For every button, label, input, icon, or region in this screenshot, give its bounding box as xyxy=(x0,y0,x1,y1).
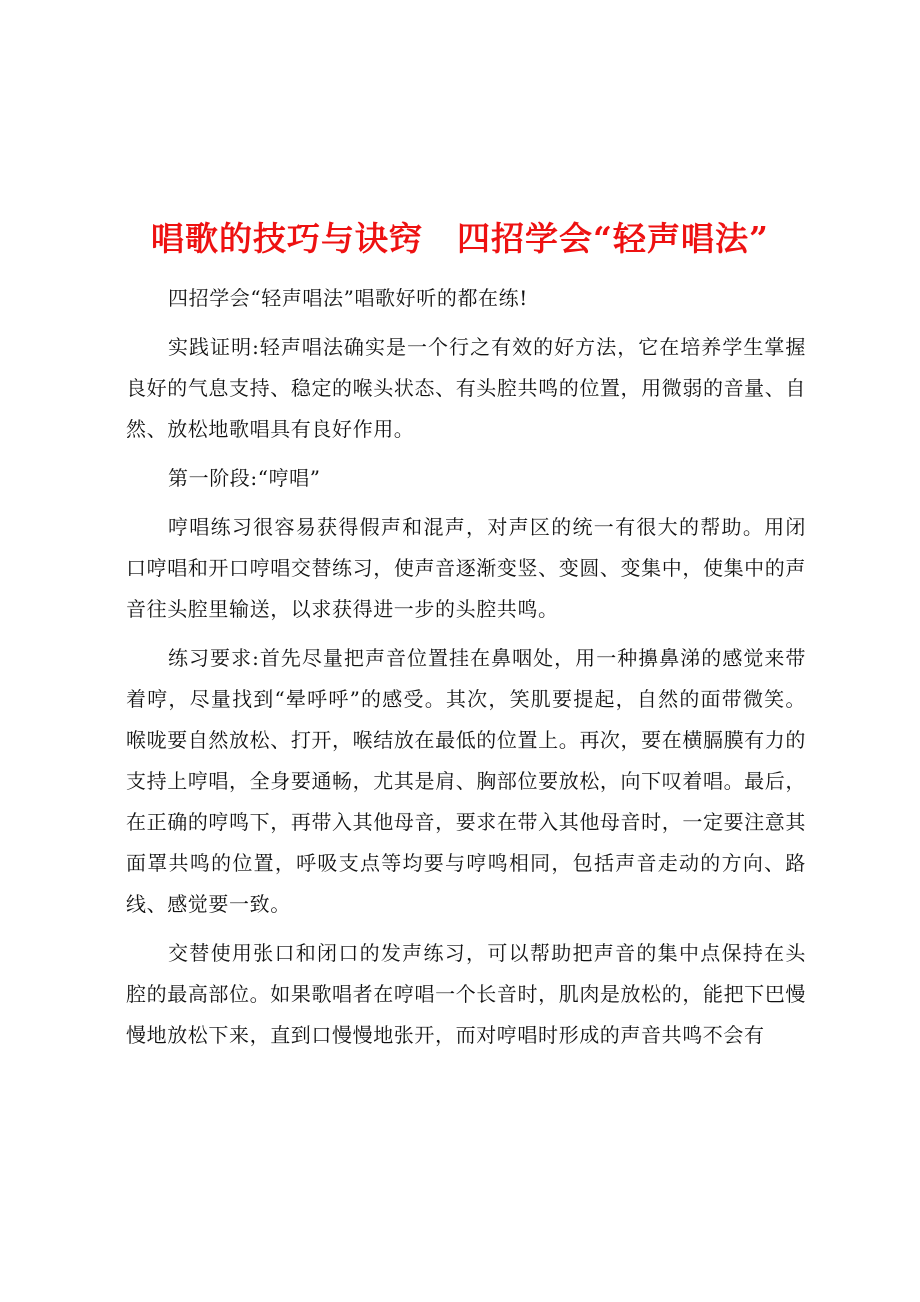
paragraph-humming: 哼唱练习很容易获得假声和混声，对声区的统一有很大的帮助。用闭口哼唱和开口哼唱交替练习，使声音逐渐变竖、变圆、变集中，使集中的声音往头腔里输送，以求获得进一步的头腔共鸣。 xyxy=(126,515,806,621)
document-body xyxy=(126,278,806,1064)
document-title: 唱歌的技巧与诀窍 四招学会“轻声唱法” xyxy=(151,219,769,259)
paragraph-intro: 四招学会“轻声唱法”唱歌好听的都在练! xyxy=(168,286,528,310)
paragraph-practice-proof: 实践证明:轻声唱法确实是一个行之有效的好方法，它在培养学生掌握良好的气息支持、稳定的喉头状态、有头腔共鸣的位置，用微弱的音量、自然、放松地歌唱具有良好作用。 xyxy=(126,335,806,441)
section-heading-stage-one: 第一阶段:“哼唱” xyxy=(168,466,321,490)
paragraph-requirements: 练习要求:首先尽量把声音位置挂在鼻咽处，用一种擤鼻涕的感觉来带着哼，尽量找到“晕呼呼”的感受。其次，笑肌要提起，自然的面带微笑。喉咙要自然放松、打开，喉结放在最低的位置上。再次，要在横膈膜有力的支持上哼唱，全身要通畅，尤其是肩、胸部位要放松，向下叹着唱。最后，在正确的哼鸣下，再带入其他母音，要求在带入其他母音时，一定要注意其面罩共鸣的位置，呼吸支点等均要与哼鸣相同，包括声音走动的方向、路线、感觉要一致。 xyxy=(126,646,806,916)
paragraph-alternating: 交替使用张口和闭口的发声练习，可以帮助把声音的集中点保持在头腔的最高部位。如果歌唱者在哼唱一个长音时，肌肉是放松的，能把下巴慢慢地放松下来，直到口慢慢地张开，而对哼唱时形成的声音共鸣不会有 xyxy=(126,941,806,1047)
